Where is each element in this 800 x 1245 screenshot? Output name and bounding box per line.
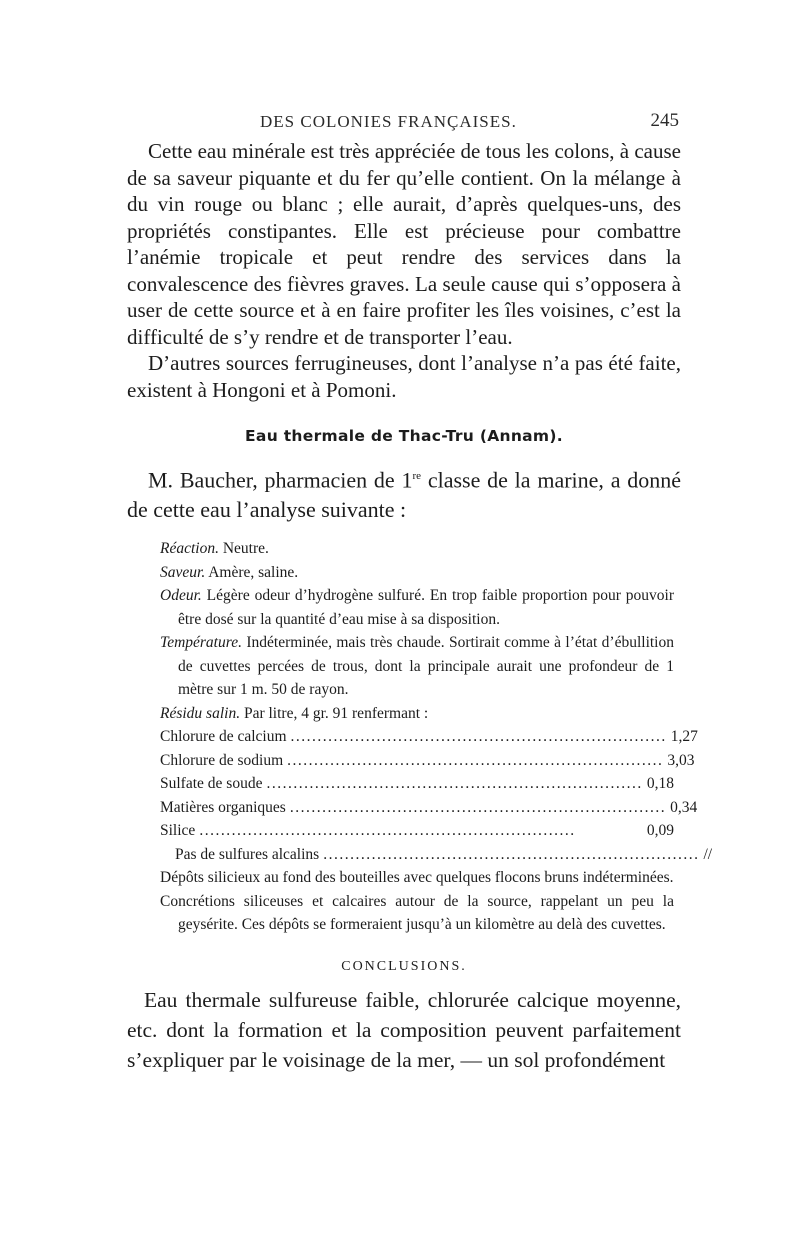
component-value: 0,18: [646, 775, 674, 793]
analysis-reaction: [160, 537, 674, 561]
analysis-block: [160, 537, 713, 937]
dot-leader: ......................................................................: [287, 751, 664, 769]
saveur-label: Saveur.: [160, 563, 206, 581]
running-title: DES COLONIES FRANÇAISES.: [260, 112, 517, 131]
paragraph-cette-eau: Cette eau minérale est très appréciée de tous les colons, à cause de sa saveur piquante et du fer qu’elle contient. On la mélange à du vin rouge ou blanc ; elle aurait, d’après quelques-uns, des propriétés constipantes. Elle est précieuse pour combattre l’anémie tropicale et peut rendre des services dans la convalescence des fièvres graves. La seule cause qui s’opposera à user de cette source et à en faire profiter les îles voisines, c’est la difficulté de s’y rendre et de transporter l’eau.: [127, 139, 681, 349]
temperature-label: Température.: [160, 634, 242, 652]
temperature-value: Indéterminée, mais très chaude. Sortirait comme à l’état d’ébullition de cuvettes percées de trous, dont la principale aurait une profondeur de 1 mètre sur 1 m. 50 de rayon.: [178, 634, 674, 699]
component-value: 0,09: [646, 822, 674, 840]
conclusions-heading: CONCLUSIONS.: [341, 958, 467, 974]
component-row: [160, 772, 674, 796]
analysis-odeur: [160, 584, 674, 631]
component-row: [160, 725, 698, 749]
document-page: [127, 108, 713, 1075]
paragraph-autres-sources: D’autres sources ferrugineuses, dont l’analyse n’a pas été faite, existent à Hongoni et à Pomoni.: [127, 351, 681, 402]
intro-superscript: re: [412, 470, 422, 482]
odeur-value: Légère odeur d’hydrogène sulfuré. En trop faible proportion pour pouvoir être dosé sur la quantité d’eau mise à sa disposition.: [178, 587, 674, 628]
dot-leader: ......................................................................: [289, 798, 667, 816]
conclusions-text: Eau thermale sulfureuse faible, chlorurée calcique moyenne, etc. dont la formation et la composition peuvent parfaitement s’expliquer par le voisinage de la mer, — un sol profondément: [127, 987, 681, 1072]
running-head: [127, 108, 681, 138]
component-row: [160, 796, 698, 820]
intro-text-end: classe de la marine, a donné de cette eau l’analyse suivante :: [127, 467, 681, 523]
sulfures-row: [160, 843, 713, 867]
dot-leader: ......................................................................: [266, 775, 643, 793]
analysis-saveur: [160, 561, 674, 585]
component-name: Matières organiques: [160, 798, 286, 816]
depots-note: Dépôts silicieux au fond des bouteilles avec quelques flocons bruns indéterminées.: [160, 869, 674, 887]
intro-text-start: M. Baucher, pharmacien de 1: [148, 467, 413, 493]
component-name: Chlorure de calcium: [160, 728, 287, 746]
analysis-residu: [160, 702, 674, 726]
residu-value: Par litre, 4 gr. 91 renfermant :: [240, 704, 429, 722]
section-title: Eau thermale de Thac-Tru (Annam).: [245, 427, 563, 445]
page-number: 245: [650, 110, 679, 131]
dot-leader: ......................................................................: [323, 845, 700, 863]
sulfures-value: //: [703, 845, 713, 863]
component-name: Sulfate de soude: [160, 775, 263, 793]
component-value: 3,03: [667, 751, 695, 769]
analysis-intro: [127, 461, 681, 525]
dot-leader: ......................................................................: [199, 822, 576, 840]
component-value: 0,34: [670, 798, 698, 816]
odeur-label: Odeur.: [160, 587, 202, 605]
component-row: [160, 749, 695, 773]
analysis-temperature: [160, 631, 674, 702]
concretions-note: Concrétions siliceuses et calcaires autour de la source, rappelant un peu la geysérite. Ces dépôts se formeraient jusqu’à un kilomètre au delà des cuvettes.: [160, 892, 674, 934]
component-value: 1,27: [670, 728, 698, 746]
component-name: Silice: [160, 822, 196, 840]
component-row: [160, 819, 674, 843]
residu-label: Résidu salin.: [160, 704, 241, 722]
saveur-value: Amère, saline.: [205, 563, 299, 581]
component-name: Chlorure de sodium: [160, 751, 284, 769]
dot-leader: ......................................................................: [290, 728, 667, 746]
reaction-label: Réaction.: [160, 540, 219, 558]
sulfures-name: Pas de sulfures alcalins: [175, 845, 320, 863]
reaction-value: Neutre.: [218, 540, 269, 558]
